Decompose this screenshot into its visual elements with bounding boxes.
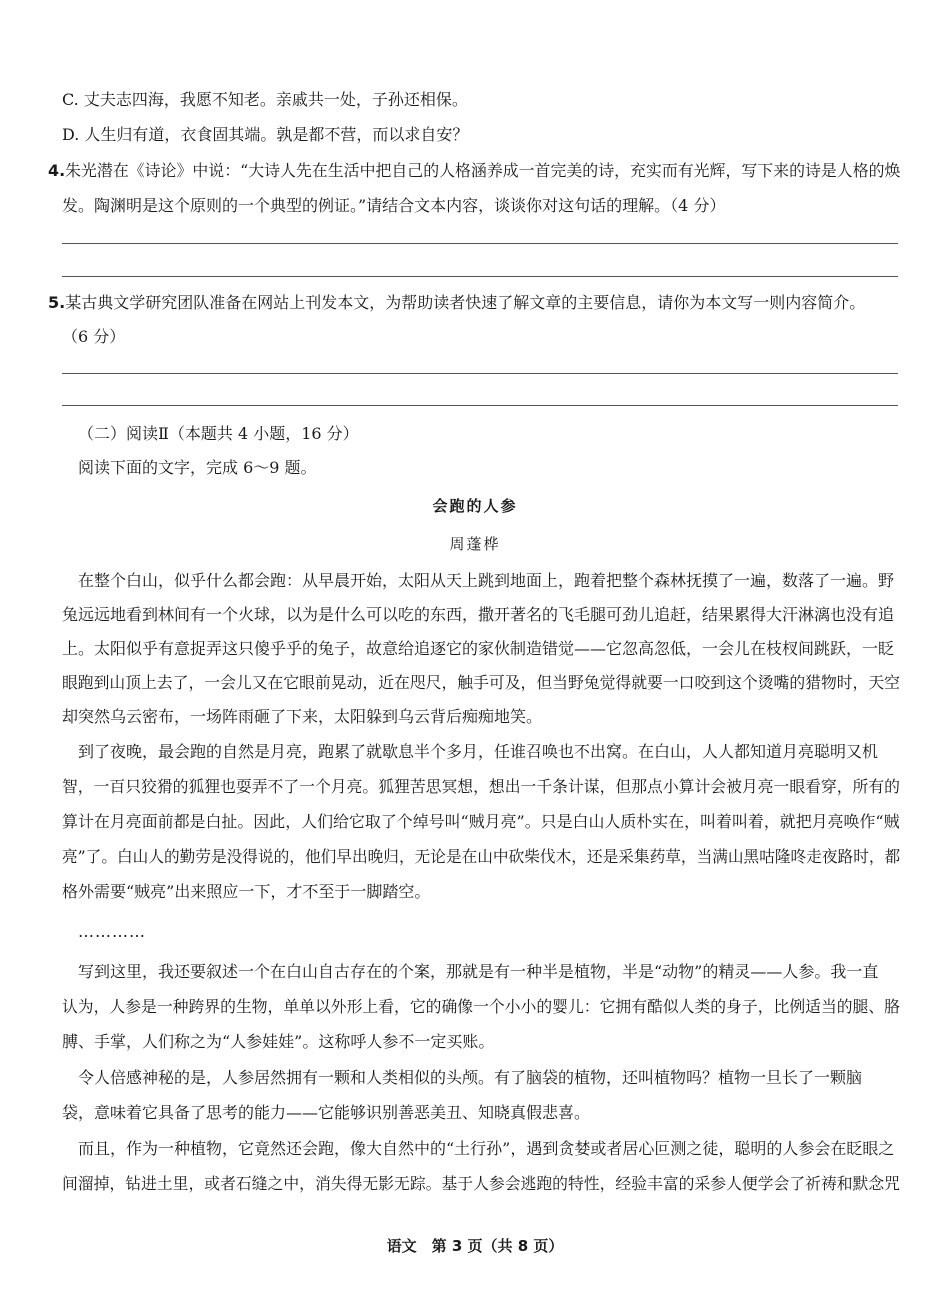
paragraph-line: 而且，作为一种植物，它竟然还会跑，像大自然中的“土行孙”，遇到贪婪或者居心叵测之徒，聪明的人参会在眨眼之 bbox=[78, 1139, 895, 1158]
paragraph-line: 到了夜晚，最会跑的自然是月亮，跑累了就歇息半个多月，任谁召唤也不出窝。在白山，人人都知道月亮聪明又机 bbox=[78, 742, 879, 761]
question-5-text-line1: 某古典文学研究团队准备在网站上刊发本文，为帮助读者快速了解文章的主要信息，请你为本文写一则内容简介。 bbox=[65, 293, 866, 312]
option-d: D. 人生归有道，衣食固其端。孰是都不营，而以求自安？ bbox=[62, 125, 469, 144]
section-heading: （二）阅读Ⅱ（本题共 4 小题，16 分） bbox=[78, 424, 359, 443]
question-4-number: 4. bbox=[48, 161, 66, 180]
page-footer: 语文 第 3 页（共 8 页） bbox=[386, 1237, 564, 1255]
ellipsis: ………… bbox=[78, 922, 146, 941]
paragraph-line: 膊、手掌，人们称之为“人参娃娃”。这称呼人参不一定买账。 bbox=[62, 1032, 495, 1051]
option-c: C. 丈夫志四海，我愿不知老。亲戚共一处，子孙还相保。 bbox=[62, 90, 468, 109]
question-5 bbox=[48, 293, 865, 313]
question-5-number: 5. bbox=[48, 293, 66, 312]
paragraph-line: 认为，人参是一种跨界的生物，单单以外形上看，它的确像一个小小的婴儿：它拥有酷似人类的身子，比例适当的腿、胳 bbox=[62, 997, 901, 1016]
paragraph-line: 兔远远地看到林间有一个火球，以为是什么可以吃的东西，撒开著名的飞毛腿可劲儿追赶，结果累得大汗淋漓也没有追 bbox=[62, 605, 895, 624]
article-author: 周蓬桦 bbox=[449, 535, 501, 553]
question-4-text-line2: 发。陶渊明是这个原则的一个典型的例证。”请结合文本内容，谈谈你对这句话的理解。（4 分） bbox=[62, 196, 726, 215]
paragraph-line: 在整个白山，似乎什么都会跑：从早晨开始，太阳从天上跳到地面上，跑着把整个森林抚摸了一遍，数落了一遍。野 bbox=[78, 571, 895, 590]
paragraph-line: 上。太阳似乎有意捉弄这只傻乎乎的兔子，故意给追逐它的家伙制造错觉——它忽高忽低，一会儿在枝杈间跳跃，一眨 bbox=[62, 639, 895, 658]
question-4 bbox=[48, 161, 900, 181]
answer-line-q4-1[interactable] bbox=[62, 243, 898, 244]
paragraph-line: 令人倍感神秘的是，人参居然拥有一颗和人类相似的头颅。有了脑袋的植物，还叫植物吗？植物一旦长了一颗脑 bbox=[78, 1068, 863, 1087]
paragraph-line: 格外需要“贼亮”出来照应一下，才不至于一脚踏空。 bbox=[62, 882, 431, 901]
answer-line-q5-2[interactable] bbox=[62, 405, 898, 406]
question-4-text-line1: 朱光潜在《诗论》中说：“大诗人先在生活中把自己的人格涵养成一首完美的诗，充实而有光辉，写下来的诗是人格的焕 bbox=[65, 161, 901, 180]
paragraph-line: 算计在月亮面前都是白扯。因此，人们给它取了个绰号叫“贼月亮”。只是白山人质朴实在，叫着叫着，就把月亮唤作“贼 bbox=[62, 812, 900, 831]
paragraph-line: 袋，意味着它具备了思考的能力——它能够识别善恶美丑、知晓真假悲喜。 bbox=[62, 1103, 591, 1122]
section-instruction: 阅读下面的文字，完成 6～9 题。 bbox=[78, 458, 317, 477]
answer-line-q4-2[interactable] bbox=[62, 276, 898, 277]
paragraph-line: 却突然乌云密布，一场阵雨砸了下来，太阳躲到乌云背后痴痴地笑。 bbox=[62, 707, 543, 726]
paragraph-line: 眼跑到山顶上去了，一会儿又在它眼前晃动，近在咫尺，触手可及，但当野兔觉得就要一口咬到这个烫嘴的猎物时，天空 bbox=[62, 673, 901, 692]
paragraph-line: 智，一百只狡猾的狐狸也耍弄不了一个月亮。狐狸苦思冥想，想出一千条计谋，但那点小算计会被月亮一眼看穿，所有的 bbox=[62, 777, 901, 796]
article-title: 会跑的人参 bbox=[432, 497, 518, 515]
paragraph-line: 亮”了。白山人的勤劳是没得说的，他们早出晚归，无论是在山中砍柴伐木，还是采集药草，当满山黑咕隆咚走夜路时，都 bbox=[62, 847, 901, 866]
paragraph-line: 写到这里，我还要叙述一个在白山自古存在的个案，那就是有一种半是植物，半是“动物”的精灵——人参。我一直 bbox=[78, 962, 879, 981]
answer-line-q5-1[interactable] bbox=[62, 373, 898, 374]
question-5-text-line2: （6 分） bbox=[62, 327, 126, 346]
paragraph-line: 间溜掉，钻进土里，或者石缝之中，消失得无影无踪。基于人参会逃跑的特性，经验丰富的采参人便学会了祈祷和默念咒 bbox=[62, 1174, 901, 1193]
